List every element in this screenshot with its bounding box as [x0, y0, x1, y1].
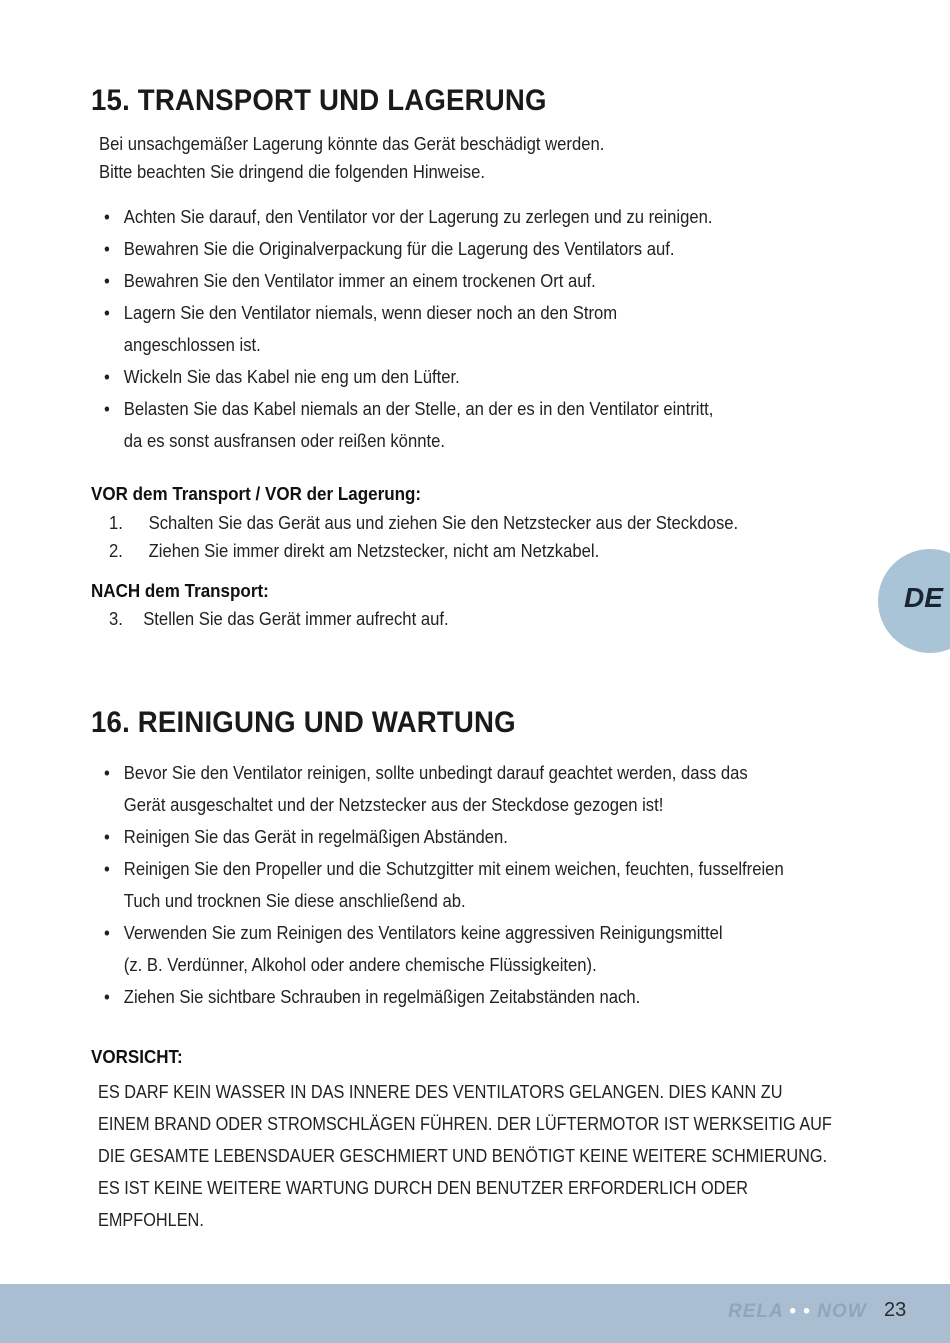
step-1: 1. Schalten Sie das Gerät aus und ziehen Sie den Netzstecker aus der Steckdose.: [109, 512, 739, 533]
section-16-bullet-list: [104, 757, 950, 1013]
list-item: • Verwenden Sie zum Reinigen des Ventilators keine aggressiven Reinigungsmittel (z. B. Verdünner, Alkohol oder andere chemische Flüssigkeiten).: [104, 922, 723, 975]
caution-line: ES IST KEINE WEITERE WARTUNG DURCH DEN BENUTZER ERFORDERLICH ODER: [98, 1177, 749, 1198]
footer-bar: [0, 1284, 950, 1343]
after-transport-heading: NACH dem Transport:: [91, 580, 269, 601]
step-3: 3. Stellen Sie das Gerät immer aufrecht auf.: [109, 608, 449, 629]
caution-line: ES DARF KEIN WASSER IN DAS INNERE DES VENTILATORS GELANGEN. DIES KANN ZU: [98, 1081, 783, 1102]
section-15-bullet-list: [104, 201, 950, 457]
before-transport-heading: VOR dem Transport / VOR der Lagerung:: [91, 483, 422, 504]
list-item: • Belasten Sie das Kabel niemals an der Stelle, an der es in den Ventilator eintritt, da es sonst ausfransen oder reißen könnte.: [104, 398, 714, 451]
section-15-intro-line-2: Bitte beachten Sie dringend die folgenden Hinweise.: [99, 161, 486, 182]
caution-line: DIE GESAMTE LEBENSDAUER GESCHMIERT UND BENÖTIGT KEINE WEITERE SCHMIERUNG.: [98, 1145, 828, 1166]
caution-heading: VORSICHT:: [91, 1046, 183, 1067]
caution-line: EINEM BRAND ODER STROMSCHLÄGEN FÜHREN. DER LÜFTERMOTOR IST WERKSEITIG AUF: [98, 1113, 832, 1134]
section-16-title: 16. REINIGUNG UND WARTUNG: [91, 706, 516, 739]
list-item: • Wickeln Sie das Kabel nie eng um den Lüfter.: [104, 366, 460, 387]
caution-text: [98, 1076, 932, 1236]
language-tab-label: DE: [904, 582, 943, 613]
list-item: • Ziehen Sie sichtbare Schrauben in regelmäßigen Zeitabständen nach.: [104, 986, 641, 1007]
brand-logo: RELA • • NOW: [728, 1301, 867, 1322]
list-item: • Reinigen Sie den Propeller und die Schutzgitter mit einem weichen, feuchten, fusselfreien Tuch und trocknen Sie diese anschließend ab.: [104, 858, 784, 911]
list-item: • Bewahren Sie die Originalverpackung für die Lagerung des Ventilators auf.: [104, 238, 675, 259]
list-item: • Lagern Sie den Ventilator niemals, wenn dieser noch an den Strom angeschlossen ist.: [104, 302, 618, 355]
step-2: 2. Ziehen Sie immer direkt am Netzstecker, nicht am Netzkabel.: [109, 540, 600, 561]
page-number: 23: [884, 1299, 907, 1321]
list-item: • Bevor Sie den Ventilator reinigen, sollte unbedingt darauf geachtet werden, dass das Gerät ausgeschaltet und der Netzstecker aus der Steckdose gezogen ist!: [104, 762, 748, 815]
caution-line: EMPFOHLEN.: [98, 1209, 204, 1230]
list-item: • Bewahren Sie den Ventilator immer an einem trockenen Ort auf.: [104, 270, 596, 291]
list-item: • Achten Sie darauf, den Ventilator vor der Lagerung zu zerlegen und zu reinigen.: [104, 206, 713, 227]
section-15-title: 15. TRANSPORT UND LAGERUNG: [91, 84, 547, 117]
list-item: • Reinigen Sie das Gerät in regelmäßigen Abständen.: [104, 826, 508, 847]
language-tab: [878, 549, 950, 653]
section-15-intro-line-1: Bei unsachgemäßer Lagerung könnte das Gerät beschädigt werden.: [99, 133, 605, 154]
